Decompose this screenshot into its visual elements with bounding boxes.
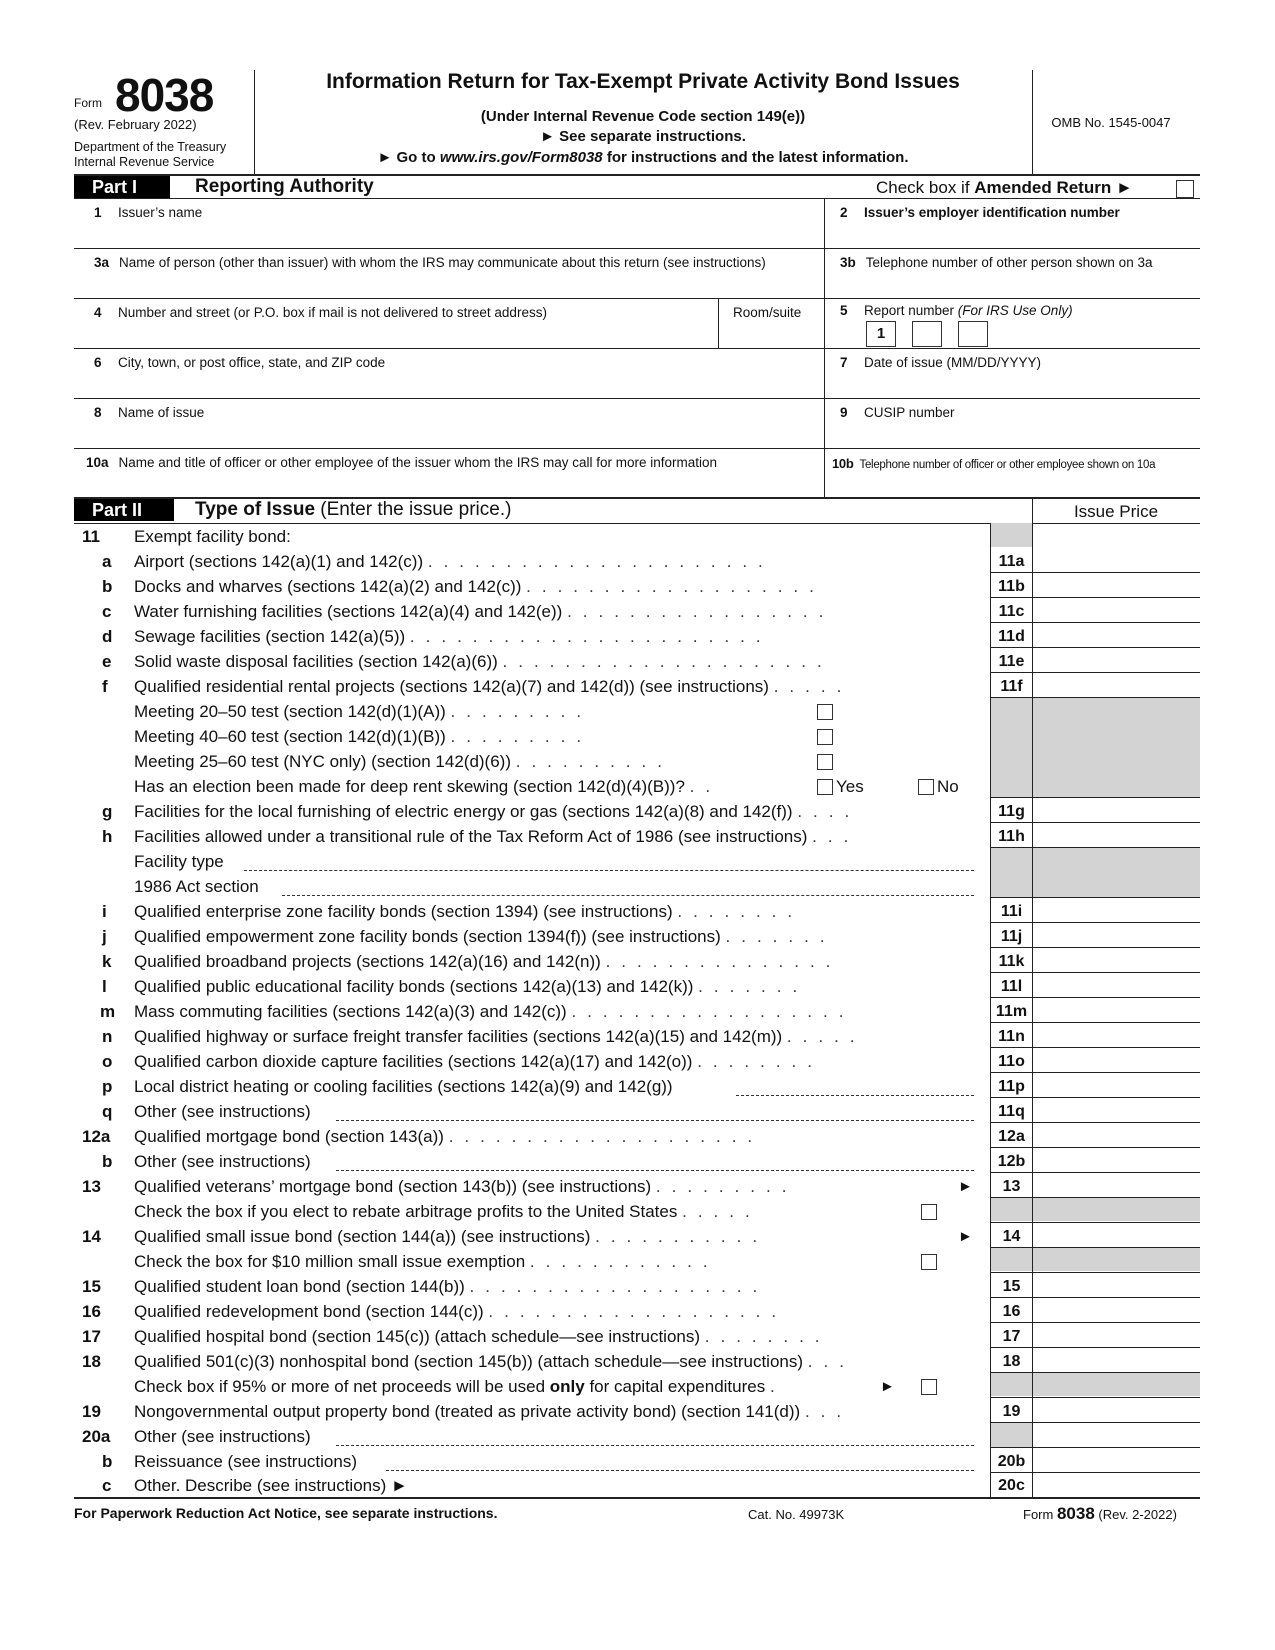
line-18-text: Qualified 501(c)(3) nonhospital bond (section 145(b)) (attach schedule—see instructions) ... — [134, 1352, 855, 1371]
line-12a-number: 12a — [82, 1127, 111, 1146]
rebate-arbitrage-checkbox[interactable] — [921, 1204, 937, 1220]
line-11f-text: Qualified residential rental projects (sections 142(a)(7) and 142(d)) (see instructions) ..... — [134, 677, 853, 696]
line-12a-text: Qualified mortgage bond (section 143(a)) .................... — [134, 1127, 764, 1146]
deep-rent-no-checkbox[interactable] — [918, 779, 934, 795]
line-11l-letter: l — [102, 977, 107, 996]
line-11f-input[interactable] — [1034, 674, 1198, 696]
date-of-issue-label: 7 Date of issue (MM/DD/YYYY) — [840, 355, 1042, 370]
revision-date: (Rev. February 2022) — [74, 117, 197, 132]
line-11q-text: Other (see instructions) — [134, 1102, 311, 1121]
test-40-60-checkbox[interactable] — [817, 729, 833, 745]
line-20c-input[interactable] — [1034, 1474, 1198, 1496]
line-18-number: 18 — [82, 1352, 101, 1371]
goto-line — [254, 149, 1032, 166]
line-11m-letter: m — [100, 1002, 116, 1021]
line-12b-label: 12b — [997, 1153, 1026, 1170]
capital-expenditures-text: Check box if 95% or more of net proceeds will be used only for capital expenditures . — [134, 1377, 786, 1396]
line-11q-input[interactable] — [1034, 1099, 1198, 1121]
part2-label: Part II — [74, 499, 174, 521]
line-16-number: 16 — [82, 1302, 101, 1321]
contact-phone-label: 3b Telephone number of other person shown on 3a — [840, 255, 1153, 270]
line-15-label: 15 — [1002, 1278, 1021, 1295]
ein-label: 2 Issuer’s employer identification number — [840, 205, 1120, 220]
report-number-box-1: 1 — [866, 321, 896, 347]
line-11e-letter: e — [102, 652, 112, 671]
cusip-field[interactable] — [826, 422, 1198, 446]
line-20a-text: Other (see instructions) — [134, 1427, 311, 1446]
line-11e-label: 11e — [998, 653, 1025, 670]
part1-title: Reporting Authority — [195, 176, 374, 197]
deep-rent-text: Has an election been made for deep rent skewing (section 142(d)(4)(B))? .. — [134, 777, 722, 796]
part2-title: Type of Issue (Enter the issue price.) — [195, 499, 512, 520]
line-20a-write-in[interactable] — [336, 1445, 974, 1446]
line-11d-input[interactable] — [1034, 624, 1198, 646]
line-11d-label: 11d — [998, 628, 1025, 645]
line-17-label: 17 — [1002, 1328, 1021, 1345]
line-11c-letter: c — [102, 602, 112, 621]
line-11i-letter: i — [102, 902, 107, 921]
arrow-icon: ► — [958, 1178, 973, 1195]
report-number-box-2 — [912, 321, 942, 347]
line-11h-label: 11h — [998, 828, 1025, 845]
line-11p-write-in[interactable] — [736, 1095, 974, 1096]
line-11n-input[interactable] — [1034, 1024, 1198, 1046]
test-20-50-text: Meeting 20–50 test (section 142(d)(1)(A)) ......... — [134, 702, 593, 721]
goto-prefix: ► Go to — [377, 149, 440, 166]
city-state-zip-field[interactable] — [74, 372, 822, 396]
line-11d-letter: d — [102, 627, 113, 646]
line-16-text: Qualified redevelopment bond (section 144(c)) ................... — [134, 1302, 788, 1321]
line-11k-label: 11k — [998, 953, 1025, 970]
line-11m-label: 11m — [995, 1003, 1028, 1020]
room-suite-label: Room/suite — [733, 305, 802, 320]
line-11n-letter: n — [102, 1027, 113, 1046]
line-11b-text: Docks and wharves (sections 142(a)(2) and 142(c)) ................... — [134, 577, 825, 596]
line-17-input[interactable] — [1034, 1324, 1198, 1346]
footer-form-id: Form 8038 (Rev. 2-2022) — [1023, 1504, 1177, 1523]
deep-rent-no-label: No — [937, 777, 959, 796]
line-13-number: 13 — [82, 1177, 101, 1196]
line-16-label: 16 — [1002, 1303, 1021, 1320]
see-instructions: ► See separate instructions. — [540, 128, 746, 145]
contact-person-label: 3a Name of person (other than issuer) with whom the IRS may communicate about this return (see instructions) — [94, 255, 766, 270]
name-of-issue-label: 8 Name of issue — [94, 405, 205, 420]
line-12a-input[interactable] — [1034, 1124, 1198, 1146]
line-11l-input[interactable] — [1034, 974, 1198, 996]
test-40-60-text: Meeting 40–60 test (section 142(d)(1)(B)) ......... — [134, 727, 593, 746]
line-11h-input[interactable] — [1034, 824, 1198, 846]
issuer-name-label: 1 Issuer’s name — [94, 205, 203, 220]
line-15-number: 15 — [82, 1277, 101, 1296]
line-20a-input[interactable] — [1034, 1424, 1198, 1446]
line-15-text: Qualified student loan bond (section 144(b)) ................... — [134, 1277, 769, 1296]
line-17-number: 17 — [82, 1327, 101, 1346]
report-number-box-3 — [958, 321, 988, 347]
line-11q-write-in[interactable] — [336, 1120, 974, 1121]
line-12b-input[interactable] — [1034, 1149, 1198, 1171]
amended-prefix: Check box if — [876, 178, 975, 197]
line-11b-input[interactable] — [1034, 574, 1198, 596]
line-20c-label: 20c — [998, 1477, 1025, 1494]
deep-rent-yes-label: Yes — [836, 777, 864, 796]
line-13-input[interactable] — [1034, 1174, 1198, 1196]
room-suite-field[interactable] — [720, 322, 822, 346]
issue-price-header: Issue Price — [1073, 502, 1159, 521]
line-11a-letter: a — [102, 552, 112, 571]
test-25-60-checkbox[interactable] — [817, 754, 833, 770]
city-state-zip-label: 6 City, town, or post office, state, and ZIP code — [94, 355, 386, 370]
date-of-issue-field[interactable] — [826, 372, 1198, 396]
line-11k-text: Qualified broadband projects (sections 142(a)(16) and 142(n)) ............... — [134, 952, 842, 971]
facility-type-field[interactable] — [244, 870, 974, 871]
line-19-number: 19 — [82, 1402, 101, 1421]
omb-number: OMB No. 1545-0047 — [1051, 115, 1171, 130]
line-11c-label: 11c — [998, 603, 1025, 620]
line-11c-text: Water furnishing facilities (sections 142(a)(4) and 142(e)) ................. — [134, 602, 835, 621]
goto-suffix: for instructions and the latest information. — [602, 149, 909, 166]
line-14-label: 14 — [1002, 1228, 1021, 1245]
form-word: Form — [74, 96, 102, 110]
line-11o-input[interactable] — [1034, 1049, 1198, 1071]
line-11p-label: 11p — [998, 1078, 1025, 1095]
line-11m-text: Mass commuting facilities (sections 142(a)(3) and 142(c)) .................. — [134, 1002, 855, 1021]
line-11i-text: Qualified enterprise zone facility bonds (section 1394) (see instructions) ........ — [134, 902, 804, 921]
line-11a-input[interactable] — [1034, 549, 1198, 571]
line-20b-write-in[interactable] — [386, 1470, 974, 1471]
line-17-text: Qualified hospital bond (section 145(c)) (attach schedule—see instructions) ........ — [134, 1327, 831, 1346]
street-address-label: 4 Number and street (or P.O. box if mail is not delivered to street address) — [94, 305, 547, 320]
line-11o-label: 11o — [998, 1053, 1025, 1070]
act-section-field[interactable] — [282, 895, 974, 896]
line-13-label: 13 — [1002, 1178, 1021, 1195]
line-20c-letter: c — [102, 1476, 112, 1495]
line-20b-input[interactable] — [1034, 1449, 1198, 1471]
arrow-icon: ► — [958, 1228, 973, 1245]
line-11p-letter: p — [102, 1077, 113, 1096]
part1-label: Part I — [74, 176, 170, 198]
line-11p-text: Local district heating or cooling facilities (sections 142(a)(9) and 142(g)) — [134, 1077, 673, 1096]
ein-field[interactable] — [826, 222, 1198, 246]
line-18-label: 18 — [1002, 1353, 1021, 1370]
line-11m-input[interactable] — [1034, 999, 1198, 1021]
line-11a-text: Airport (sections 142(a)(1) and 142(c)) ...................... — [134, 552, 774, 571]
form-number: 8038 — [115, 69, 214, 121]
amended-return-checkbox[interactable] — [1176, 180, 1194, 198]
line-11e-text: Solid waste disposal facilities (section 142(a)(6)) ..................... — [134, 652, 833, 671]
line-12b-write-in[interactable] — [336, 1170, 974, 1171]
act-section-label: 1986 Act section — [134, 877, 259, 896]
line-20b-text: Reissuance (see instructions) — [134, 1452, 357, 1471]
line-11o-letter: o — [102, 1052, 113, 1071]
line-11j-letter: j — [102, 927, 107, 946]
line-12b-letter: b — [102, 1152, 113, 1171]
small-issue-exemption-text: Check the box for $10 million small issue exemption ............ — [134, 1252, 719, 1271]
line-12b-text: Other (see instructions) — [134, 1152, 311, 1171]
line-11f-letter: f — [102, 677, 108, 696]
line-20b-label: 20b — [997, 1453, 1026, 1470]
line-11-text: Exempt facility bond: — [134, 527, 291, 546]
report-number-label: 5 Report number (For IRS Use Only) — [840, 303, 1073, 318]
line-19-text: Nongovernmental output property bond (treated as private activity bond) (section 141(d)) ... — [134, 1402, 853, 1421]
contact-person-field[interactable] — [74, 272, 822, 296]
street-address-field[interactable] — [74, 322, 716, 346]
line-11k-input[interactable] — [1034, 949, 1198, 971]
small-issue-exemption-checkbox[interactable] — [921, 1254, 937, 1270]
arrow-icon: ► — [880, 1378, 895, 1395]
line-11j-input[interactable] — [1034, 924, 1198, 946]
issuer-name-field[interactable] — [74, 222, 822, 246]
line-11o-text: Qualified carbon dioxide capture facilities (sections 142(a)(17) and 142(o)) ........ — [134, 1052, 823, 1071]
officer-name-label: 10a Name and title of officer or other employee of the issuer whom the IRS may call for more information — [86, 455, 718, 470]
line-11d-text: Sewage facilities (section 142(a)(5)) ....................... — [134, 627, 772, 646]
line-14-number: 14 — [82, 1227, 101, 1246]
line-11e-input[interactable] — [1034, 649, 1198, 671]
line-14-input[interactable] — [1034, 1224, 1198, 1246]
line-11n-text: Qualified highway or surface freight transfer facilities (sections 142(a)(15) and 142(m)) ..... — [134, 1027, 866, 1046]
test-25-60-text: Meeting 25–60 test (NYC only) (section 142(d)(6)) .......... — [134, 752, 673, 771]
officer-phone-field[interactable] — [826, 472, 1198, 496]
line-11-number: 11 — [82, 527, 100, 546]
line-11c-input[interactable] — [1034, 599, 1198, 621]
line-12a-label: 12a — [998, 1128, 1025, 1145]
line-11l-text: Qualified public educational facility bonds (sections 142(a)(13) and 142(k)) ....... — [134, 977, 809, 996]
line-14-text: Qualified small issue bond (section 144(a)) (see instructions) ........... — [134, 1227, 769, 1246]
line-11h-letter: h — [102, 827, 113, 846]
line-11q-label: 11q — [998, 1103, 1025, 1120]
facility-type-label: Facility type — [134, 852, 224, 871]
line-15-input[interactable] — [1034, 1274, 1198, 1296]
paperwork-notice: For Paperwork Reduction Act Notice, see separate instructions. — [74, 1505, 498, 1521]
officer-name-field[interactable] — [74, 472, 822, 496]
department: Department of the Treasury — [74, 140, 227, 154]
line-20b-letter: b — [102, 1452, 113, 1471]
rebate-arbitrage-text: Check the box if you elect to rebate arbitrage profits to the United States ..... — [134, 1202, 761, 1221]
line-19-input[interactable] — [1034, 1399, 1198, 1421]
form-title: Information Return for Tax-Exempt Private Activity Bond Issues — [326, 70, 960, 93]
line-13-text: Qualified veterans’ mortgage bond (section 143(b)) (see instructions) ......... — [134, 1177, 798, 1196]
line-11q-letter: q — [102, 1102, 113, 1121]
test-20-50-checkbox[interactable] — [817, 704, 833, 720]
form-subtitle: (Under Internal Revenue Code section 149(e)) — [480, 108, 806, 125]
line-11p-input[interactable] — [1034, 1074, 1198, 1096]
capital-expenditures-checkbox[interactable] — [921, 1379, 937, 1395]
line-20c-text: Other. Describe (see instructions) ► — [134, 1476, 408, 1495]
line-11g-input[interactable] — [1034, 799, 1198, 821]
cusip-label: 9 CUSIP number — [840, 405, 955, 420]
line-11b-letter: b — [102, 577, 113, 596]
irs-link[interactable]: www.irs.gov/Form8038 — [439, 149, 603, 166]
deep-rent-yes-checkbox[interactable] — [817, 779, 833, 795]
line-19-label: 19 — [1002, 1403, 1021, 1420]
line-11h-text: Facilities allowed under a transitional rule of the Tax Reform Act of 1986 (see instructions) ... — [134, 827, 860, 846]
line-11i-label: 11i — [1000, 903, 1023, 920]
line-20a-number: 20a — [82, 1427, 111, 1446]
line-11j-text: Qualified empowerment zone facility bonds (section 1394(f)) (see instructions) ....... — [134, 927, 836, 946]
line-11l-label: 11l — [1000, 978, 1023, 995]
line-11g-label: 11g — [998, 803, 1025, 820]
line-11b-label: 11b — [998, 578, 1025, 595]
line-11j-label: 11j — [1000, 928, 1023, 945]
line-18-input[interactable] — [1034, 1349, 1198, 1371]
amended-bold: Amended Return — [974, 178, 1112, 197]
line-11k-letter: k — [102, 952, 112, 971]
line-11g-text: Facilities for the local furnishing of electric energy or gas (sections 142(a)(8) and 142(f)) .... — [134, 802, 861, 821]
contact-phone-field[interactable] — [826, 272, 1198, 296]
catalog-number: Cat. No. 49973K — [748, 1507, 845, 1522]
name-of-issue-field[interactable] — [74, 422, 822, 446]
arrow-icon: ► — [1115, 178, 1133, 197]
line-11f-label: 11f — [1000, 678, 1023, 695]
line-11n-label: 11n — [998, 1028, 1025, 1045]
line-16-input[interactable] — [1034, 1299, 1198, 1321]
line-11i-input[interactable] — [1034, 899, 1198, 921]
officer-phone-label: 10b Telephone number of officer or other employee shown on 10a — [832, 456, 1156, 471]
amended-return-label — [876, 178, 1133, 198]
line-11a-label: 11a — [998, 553, 1025, 570]
line-11g-letter: g — [102, 802, 113, 821]
agency: Internal Revenue Service — [74, 155, 215, 169]
